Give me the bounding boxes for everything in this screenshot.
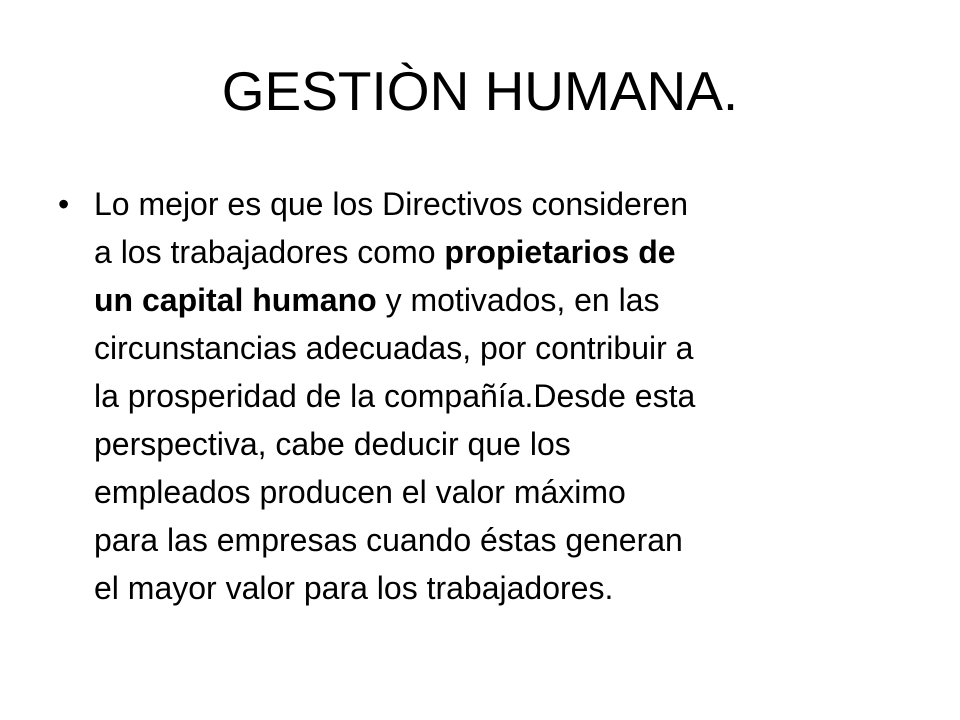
paragraph-line <box>94 276 918 324</box>
emphasis-text: propietarios de <box>444 234 676 270</box>
paragraph-line: el mayor valor para los trabajadores. <box>94 570 614 606</box>
paragraph-line: la prosperidad de la compañía.Desde esta <box>94 378 696 414</box>
paragraph-line: Lo mejor es que los Directivos consideren <box>94 186 689 222</box>
emphasis-text: un capital humano <box>94 282 377 318</box>
paragraph-line: empleados producen el valor máximo <box>94 474 626 510</box>
bullet-icon: • <box>58 186 70 222</box>
paragraph-text: a los trabajadores como <box>94 234 445 270</box>
paragraph-line: para las empresas cuando éstas generan <box>94 522 683 558</box>
paragraph-text: y motivados, en las <box>376 282 660 318</box>
bullet-list <box>58 180 918 612</box>
paragraph-line <box>94 228 918 276</box>
bullet-item <box>58 180 918 612</box>
paragraph-line: circunstancias adecuadas, por contribuir a <box>94 330 694 366</box>
slide-title: GESTIÒN HUMANA. <box>221 60 739 122</box>
paragraph-line: perspectiva, cabe deducir que los <box>94 426 571 462</box>
